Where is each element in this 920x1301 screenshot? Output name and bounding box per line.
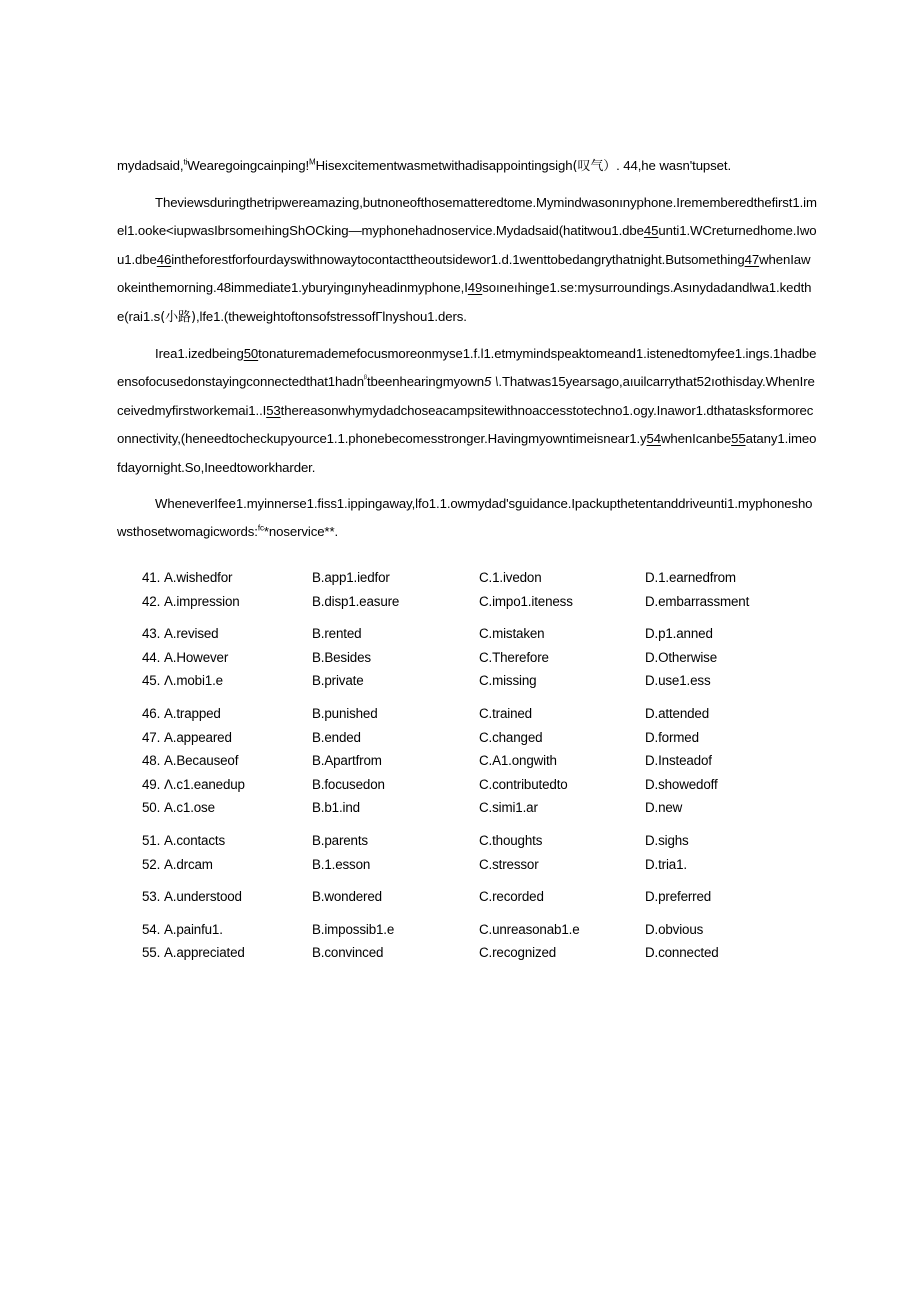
option-c[interactable]: C.unreasonab1.e bbox=[479, 921, 580, 937]
option-d[interactable]: D.connected bbox=[645, 945, 719, 961]
question-number: 49. bbox=[142, 776, 161, 792]
option-a[interactable]: A.painfu1. bbox=[164, 921, 223, 937]
option-c[interactable]: C.mistaken bbox=[479, 626, 545, 642]
question-row bbox=[142, 626, 842, 650]
option-a[interactable]: A.impression bbox=[164, 593, 240, 609]
question-number: 53. bbox=[142, 889, 161, 905]
blank-number: 49 bbox=[467, 280, 483, 296]
option-c[interactable]: C.impo1.iteness bbox=[479, 593, 573, 609]
option-c[interactable]: C.recorded bbox=[479, 889, 544, 905]
question-number: 41. bbox=[142, 570, 161, 585]
superscript-artifact: ᵝ bbox=[363, 373, 367, 383]
question-row bbox=[142, 594, 842, 618]
passage-text: Theviewsduringthetripwereamazing,butnoneofthosematteredtome.Mymindwasonınyphone.Irememberedthefirst1.imel1.ooke<iupwasIbrsomeıhingShOCking—myphonehadnoservice.Mydadsaid(hatitwou1.dbe bbox=[117, 194, 817, 239]
option-a[interactable]: A.However bbox=[164, 649, 229, 665]
option-a[interactable]: Λ.mobi1.e bbox=[164, 673, 223, 689]
option-c[interactable]: C.changed bbox=[479, 729, 543, 745]
option-a[interactable]: A.appreciated bbox=[164, 945, 245, 961]
question-row bbox=[142, 706, 842, 730]
option-d[interactable]: D.formed bbox=[645, 729, 699, 745]
option-b[interactable]: B.convinced bbox=[312, 945, 384, 961]
superscript-artifact: M bbox=[309, 157, 316, 167]
blank-number: 55 bbox=[731, 431, 746, 447]
option-b[interactable]: B.punished bbox=[312, 705, 378, 721]
passage-text: ,lfe1.(theweightoftonsofstressofΓlnyshou1.ders. bbox=[195, 308, 467, 324]
passage-paragraph bbox=[117, 152, 817, 182]
passage-paragraph bbox=[117, 490, 817, 547]
option-a[interactable]: A.trapped bbox=[164, 705, 221, 721]
option-c[interactable]: C.thoughts bbox=[479, 832, 543, 848]
option-c[interactable]: C.recognized bbox=[479, 945, 557, 961]
option-d[interactable]: D.obvious bbox=[645, 921, 704, 937]
option-b[interactable]: B.app1.iedfor bbox=[312, 570, 390, 585]
option-c[interactable]: C.contributedto bbox=[479, 776, 568, 792]
blank-number: 53 bbox=[266, 402, 281, 418]
passage-text: whenIcanbe bbox=[661, 431, 732, 447]
option-d[interactable]: D.Otherwise bbox=[645, 649, 718, 665]
option-c[interactable]: C.trained bbox=[479, 705, 532, 721]
question-row bbox=[142, 753, 842, 777]
question-number: 50. bbox=[142, 800, 161, 816]
option-a[interactable]: Λ.c1.eanedup bbox=[164, 776, 245, 792]
passage-text: .Thatwas15yearsago,aıuilcarrythat52ıothisday.WhenIreceivedmyfirstworkemai1..I bbox=[117, 374, 815, 418]
question-row bbox=[142, 650, 842, 674]
option-d[interactable]: D.embarrassment bbox=[645, 593, 750, 609]
option-b[interactable]: B.parents bbox=[312, 832, 368, 848]
option-d[interactable]: D.1.earnedfrom bbox=[645, 570, 736, 585]
passage-body bbox=[117, 152, 817, 547]
option-d[interactable]: D.p1.anned bbox=[645, 626, 713, 642]
option-d[interactable]: D.tria1. bbox=[645, 856, 687, 872]
question-number: 43. bbox=[142, 626, 161, 642]
passage-paragraph bbox=[117, 340, 817, 483]
blank-number: 50 bbox=[243, 345, 259, 361]
question-number: 42. bbox=[142, 593, 161, 609]
option-a[interactable]: A.wishedfor bbox=[164, 570, 233, 585]
option-b[interactable]: B.Apartfrom bbox=[312, 753, 382, 769]
question-row bbox=[142, 833, 842, 857]
passage-text: tonaturemademefocusmoreonmyse1.f.l1.etmymindspeaktomeand1.istenedtomyfee1.ings.1hadbeensofocusedonstayingconnectedthat1hadn bbox=[117, 345, 817, 390]
question-options-list bbox=[142, 570, 842, 969]
blank-number: 47 bbox=[744, 251, 760, 267]
question-row bbox=[142, 922, 842, 946]
chinese-gloss: (叹气） bbox=[572, 159, 617, 174]
option-c[interactable]: C.missing bbox=[479, 673, 537, 689]
question-number: 55. bbox=[142, 945, 161, 961]
question-row bbox=[142, 673, 842, 697]
option-d[interactable]: D.new bbox=[645, 800, 683, 816]
option-a[interactable]: A.Becauseof bbox=[164, 753, 239, 769]
option-c[interactable]: C.Therefore bbox=[479, 649, 549, 665]
passage-paragraph bbox=[117, 189, 817, 333]
question-number: 44. bbox=[142, 649, 161, 665]
option-b[interactable]: B.b1.ind bbox=[312, 800, 360, 816]
passage-text: unti1.WCreturnedhome.Iwou1.dbe bbox=[117, 223, 817, 267]
passage-text: whenIawokeinthemorning.48immediate1.yburyingınyheadinmyphone,I bbox=[117, 251, 811, 296]
superscript-artifact: fc bbox=[257, 523, 264, 533]
passage-text: tbeenhearingmyown bbox=[366, 374, 485, 390]
passage-text: soıneıhinge1.se:mysurroundings.Asınydadandlwa1.kedthe(rai1.s bbox=[117, 280, 812, 324]
question-row bbox=[142, 730, 842, 754]
passage-text: atany1.imeofdayornight.So,Ineedtoworkharder. bbox=[117, 431, 817, 475]
question-row bbox=[142, 800, 842, 824]
question-row bbox=[142, 945, 842, 969]
passage-text: mydadsaid, bbox=[117, 158, 184, 173]
superscript-artifact: ti bbox=[183, 157, 188, 167]
question-row bbox=[142, 889, 842, 913]
question-row bbox=[142, 857, 842, 881]
question-row bbox=[142, 777, 842, 801]
blank-number: 54 bbox=[646, 431, 661, 447]
passage-text: intheforestforfourdayswithnowaytocontacttheoutsidewor1.d.1wenttobedangrythatnight.Butsomething bbox=[171, 251, 745, 267]
question-number: 54. bbox=[142, 921, 161, 937]
passage-text: . 44,he wasn'tupset. bbox=[616, 158, 732, 173]
question-number: 47. bbox=[142, 729, 161, 745]
option-a[interactable]: A.appeared bbox=[164, 729, 232, 745]
question-number: 52. bbox=[142, 856, 161, 872]
option-d[interactable]: D.Insteadof bbox=[645, 753, 712, 769]
passage-text: *noservice**. bbox=[263, 524, 339, 540]
option-d[interactable]: D.preferred bbox=[645, 889, 712, 905]
option-d[interactable]: D.use1.ess bbox=[645, 673, 711, 689]
option-d[interactable]: D.attended bbox=[645, 705, 710, 721]
question-number: 51. bbox=[142, 832, 161, 848]
option-d[interactable]: D.showedoff bbox=[645, 776, 718, 792]
option-b[interactable]: B.Besides bbox=[312, 649, 371, 665]
option-b[interactable]: B.1.esson bbox=[312, 856, 371, 872]
option-b[interactable]: B.disp1.easure bbox=[312, 593, 400, 609]
blank-number: 46 bbox=[156, 251, 172, 267]
passage-text: thereasonwhymydadchoseacampsitewithnoaccesstotechno1.ogy.Inawor1.dthatasksformoreconnectivity,(heneedtocheckupyource1.1.phonebecomesstronger.Havingmyowntimeisnear1.y bbox=[117, 402, 814, 447]
question-number: 48. bbox=[142, 753, 161, 769]
option-b[interactable]: B.wondered bbox=[312, 889, 382, 905]
option-b[interactable]: B.rented bbox=[312, 626, 362, 642]
option-a[interactable]: A.c1.ose bbox=[164, 800, 215, 816]
question-row bbox=[142, 570, 842, 594]
option-c[interactable]: C.A1.ongwith bbox=[479, 753, 557, 769]
option-c[interactable]: C.1.ivedon bbox=[479, 570, 542, 585]
option-c[interactable]: C.stressor bbox=[479, 856, 539, 872]
option-c[interactable]: C.simi1.ar bbox=[479, 800, 538, 816]
option-b[interactable]: B.impossib1.e bbox=[312, 921, 395, 937]
passage-text: Wearegoingcainping! bbox=[187, 158, 310, 173]
option-a[interactable]: A.contacts bbox=[164, 832, 226, 848]
italic-fragment: 5 \ bbox=[484, 374, 499, 390]
option-a[interactable]: A.drcam bbox=[164, 856, 213, 872]
option-b[interactable]: B.ended bbox=[312, 729, 361, 745]
option-b[interactable]: B.focusedon bbox=[312, 776, 385, 792]
option-d[interactable]: D.sighs bbox=[645, 832, 689, 848]
option-a[interactable]: A.understood bbox=[164, 889, 242, 905]
passage-text: WheneverIfee1.myinnerse1.fiss1.ippingaway,lfo1.1.owmydad'sguidance.Ipackupthetentanddriveunti1.myphoneshowsthosetwomagicwords: bbox=[117, 495, 813, 540]
question-number: 45. bbox=[142, 673, 161, 689]
option-b[interactable]: B.private bbox=[312, 673, 364, 689]
passage-text: Irea1.izedbeing bbox=[155, 345, 244, 361]
question-number: 46. bbox=[142, 705, 161, 721]
option-a[interactable]: A.revised bbox=[164, 626, 219, 642]
chinese-gloss: (小路) bbox=[160, 309, 196, 325]
blank-number: 45 bbox=[643, 223, 659, 239]
passage-text: Hisexcitementwasmetwithadisappointingsigh bbox=[315, 158, 573, 173]
